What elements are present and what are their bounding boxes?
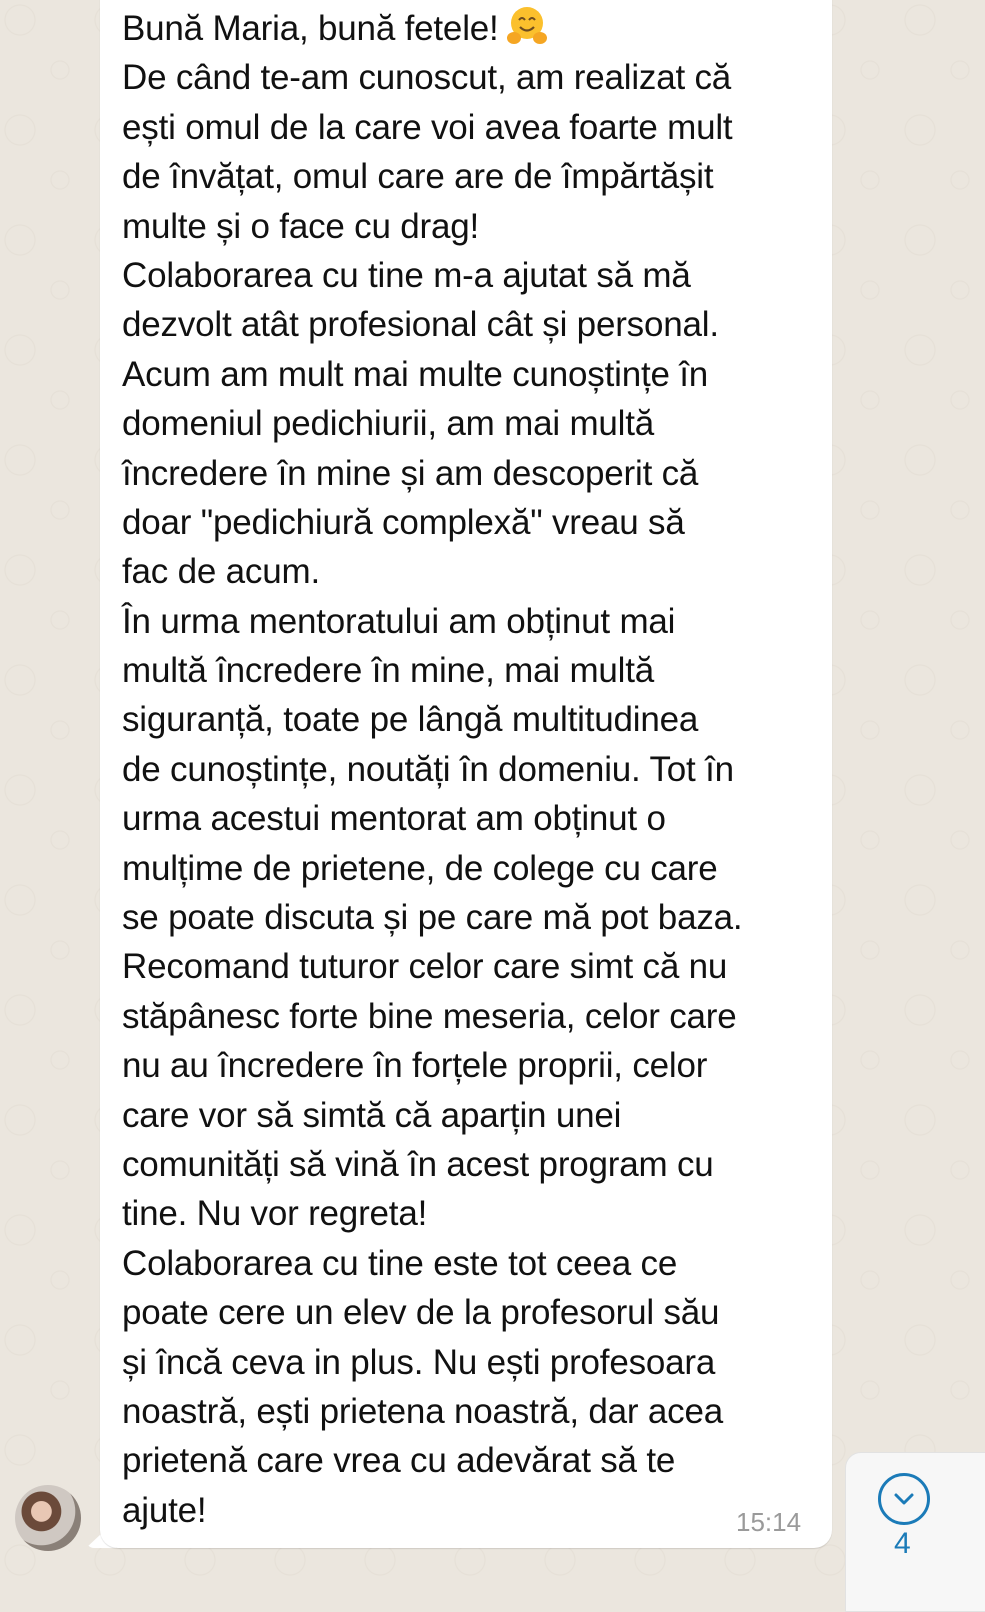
message-line: urma acestui mentorat am obținut o: [122, 799, 666, 839]
message-line: În urma mentoratului am obținut mai: [122, 601, 676, 641]
message-line: noastră, ești prietena noastră, dar acea: [122, 1391, 723, 1431]
message-line: stăpânesc forte bine meseria, celor care: [122, 996, 737, 1036]
message-line: tine. Nu vor regreta!: [122, 1194, 428, 1234]
message-line: de cunoștințe, noutăți în domeniu. Tot în: [122, 749, 734, 789]
unread-count: 4: [894, 1527, 911, 1560]
message-line: multe și o face cu drag!: [122, 206, 480, 246]
message-line: multă încredere în mine, mai multă: [122, 651, 655, 691]
message-line: Colaborarea cu tine este tot ceea ce: [122, 1243, 678, 1283]
message-line: doar "pedichiură complexă" vreau să: [122, 502, 685, 542]
scroll-to-bottom-button[interactable]: [845, 1452, 985, 1612]
message-line: De când te-am cunoscut, am realizat că: [122, 58, 732, 98]
message-line: ești omul de la care voi avea foarte mult: [122, 107, 733, 147]
message-line: domeniul pedichiurii, am mai multă: [122, 404, 655, 444]
message-line: Acum am mult mai multe cunoștințe în: [122, 354, 709, 394]
message-line: Recomand tuturor celor care simt că nu: [122, 947, 728, 987]
message-line: care vor să simtă că aparțin unei: [122, 1095, 622, 1135]
message-timestamp: 15:14: [736, 1507, 802, 1537]
message-line: fac de acum.: [122, 552, 320, 592]
message-line: nu au încredere în forțele proprii, celor: [122, 1046, 708, 1086]
message-line: Bună Maria, bună fetele!: [122, 4, 742, 53]
message-line: și încă ceva in plus. Nu ești profesoara: [122, 1342, 716, 1382]
message-line: dezvolt atât profesional cât și personal.: [122, 305, 719, 345]
sender-avatar[interactable]: [15, 1485, 81, 1551]
message-line: siguranță, toate pe lângă multitudinea: [122, 700, 699, 740]
message-line: poate cere un elev de la profesorul său: [122, 1293, 720, 1333]
message-text: [122, 4, 742, 1535]
message-line: de învățat, omul care are de împărtășit: [122, 157, 714, 197]
message-line: mulțime de prietene, de colege cu care: [122, 848, 718, 888]
message-line: comunități să vină în acest program cu: [122, 1144, 714, 1184]
message-line: încredere în mine și am descoperit că: [122, 453, 699, 493]
chevron-down-icon: [878, 1473, 930, 1525]
hugging-face-emoji-icon: [505, 4, 549, 48]
message-line: prietenă care vrea cu adevărat să te: [122, 1441, 676, 1481]
message-line: se poate discuta și pe care mă pot baza.: [122, 898, 743, 938]
message-line: Colaborarea cu tine m-a ajutat să mă: [122, 255, 691, 295]
message-line: ajute!: [122, 1490, 207, 1530]
